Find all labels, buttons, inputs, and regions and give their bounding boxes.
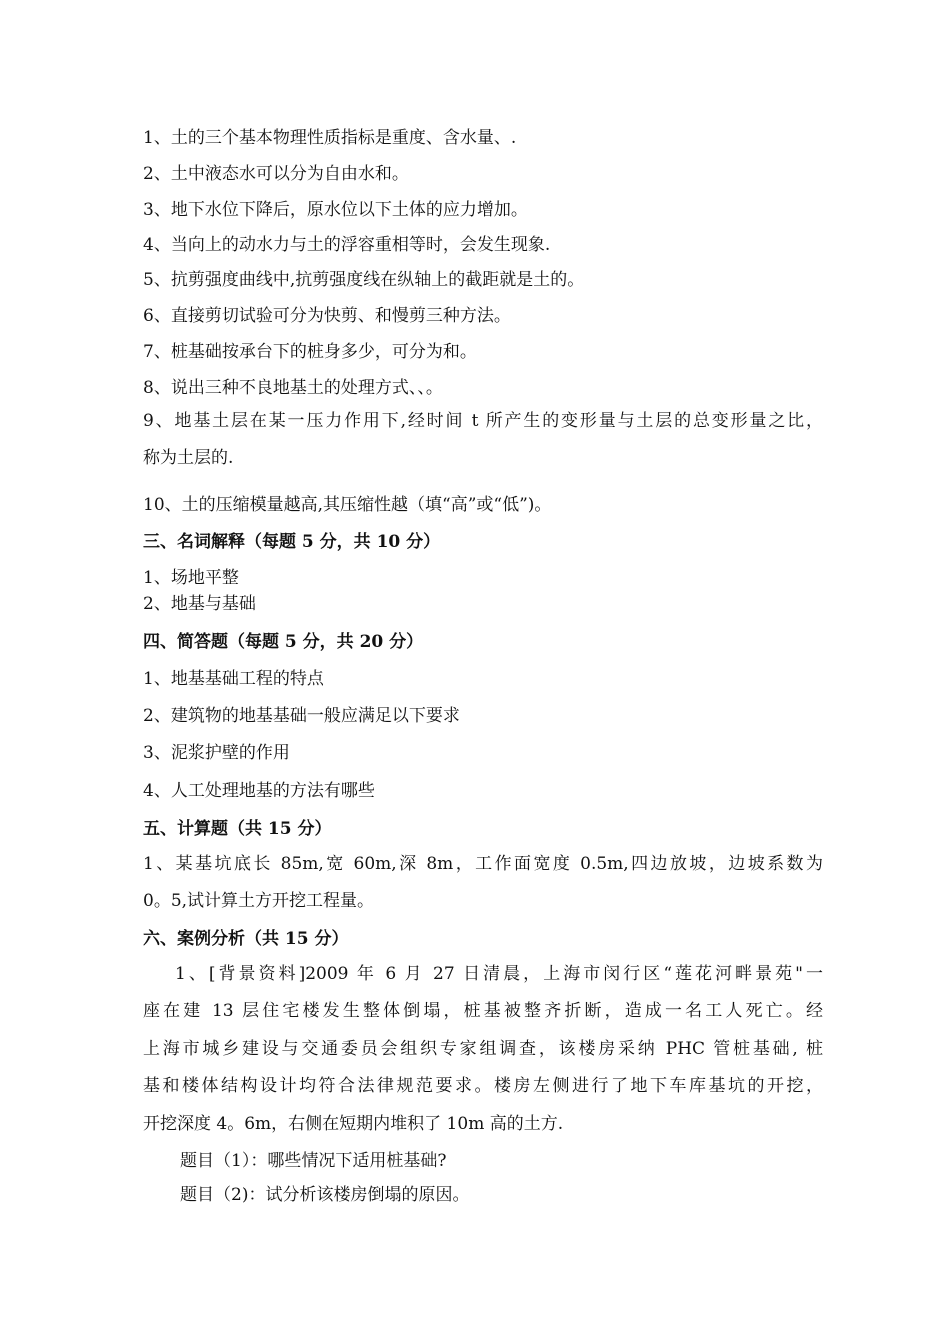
blank-question-6: 6、直接剪切试验可分为快剪、和慢剪三种方法。 [143,306,511,326]
blank-question-8: 8、说出三种不良地基土的处理方式、、。 [143,378,443,398]
case-line-1: 1、[背景资料]2009 年 6 月 27 日清晨，上海市闵行区“莲花河畔景苑"一 [175,964,823,984]
term-item-2: 2、地基与基础 [143,594,256,614]
section-6-heading: 六、案例分析（共 15 分） [143,929,349,949]
short-answer-2: 2、建筑物的地基基础一般应满足以下要求 [143,706,460,726]
blank-question-4: 4、当向上的动水力与土的浮容重相等时，会发生现象. [143,235,551,255]
case-question-2: 题目（2)：试分析该楼房倒塌的原因。 [180,1185,470,1205]
short-answer-4: 4、人工处理地基的方法有哪些 [143,781,375,801]
calc-problem-line-1: 1、某基坑底长 85m,宽 60m,深 8m，工作面宽度 0.5m,四边放坡，边坡系数为 [143,854,823,874]
case-question-1: 题目（1）：哪些情况下适用桩基础? [180,1151,447,1171]
blank-question-9: 9、地基土层在某一压力作用下,经时间 t 所产生的变形量与土层的总变形量之比， [143,411,823,431]
blank-question-7: 7、桩基础按承台下的桩身多少，可分为和。 [143,342,477,362]
calc-problem-line-2: 0。5,试计算土方开挖工程量。 [143,891,375,911]
section-4-heading: 四、简答题（每题 5 分，共 20 分） [143,632,424,652]
blank-question-10: 10、土的压缩模量越高,其压缩性越（填“高”或“低”)。 [143,495,552,515]
short-answer-3: 3、泥浆护壁的作用 [143,743,290,763]
blank-question-2: 2、土中液态水可以分为自由水和。 [143,164,409,184]
term-item-1: 1、场地平整 [143,568,239,588]
section-3-heading: 三、名词解释（每题 5 分，共 10 分） [143,532,441,552]
short-answer-1: 1、地基基础工程的特点 [143,669,324,689]
blank-question-3: 3、地下水位下降后，原水位以下土体的应力增加。 [143,200,528,220]
section-5-heading: 五、计算题（共 15 分） [143,819,332,839]
blank-question-9-cont: 称为土层的. [143,448,234,468]
case-line-5: 开挖深度 4。6m，右侧在短期内堆积了 10m 高的土方. [143,1114,564,1134]
case-line-4: 基和楼体结构设计均符合法律规范要求。楼房左侧进行了地下车库基坑的开挖， [143,1076,823,1096]
blank-question-5: 5、抗剪强度曲线中,抗剪强度线在纵轴上的截距就是土的。 [143,270,585,290]
blank-question-1: 1、土的三个基本物理性质指标是重度、含水量、. [143,128,517,148]
case-line-3: 上海市城乡建设与交通委员会组织专家组调查，该楼房采纳 PHC 管桩基础, 桩 [143,1039,823,1059]
case-line-2: 座在建 13 层住宅楼发生整体倒塌，桩基被整齐折断，造成一名工人死亡。经 [143,1001,823,1021]
